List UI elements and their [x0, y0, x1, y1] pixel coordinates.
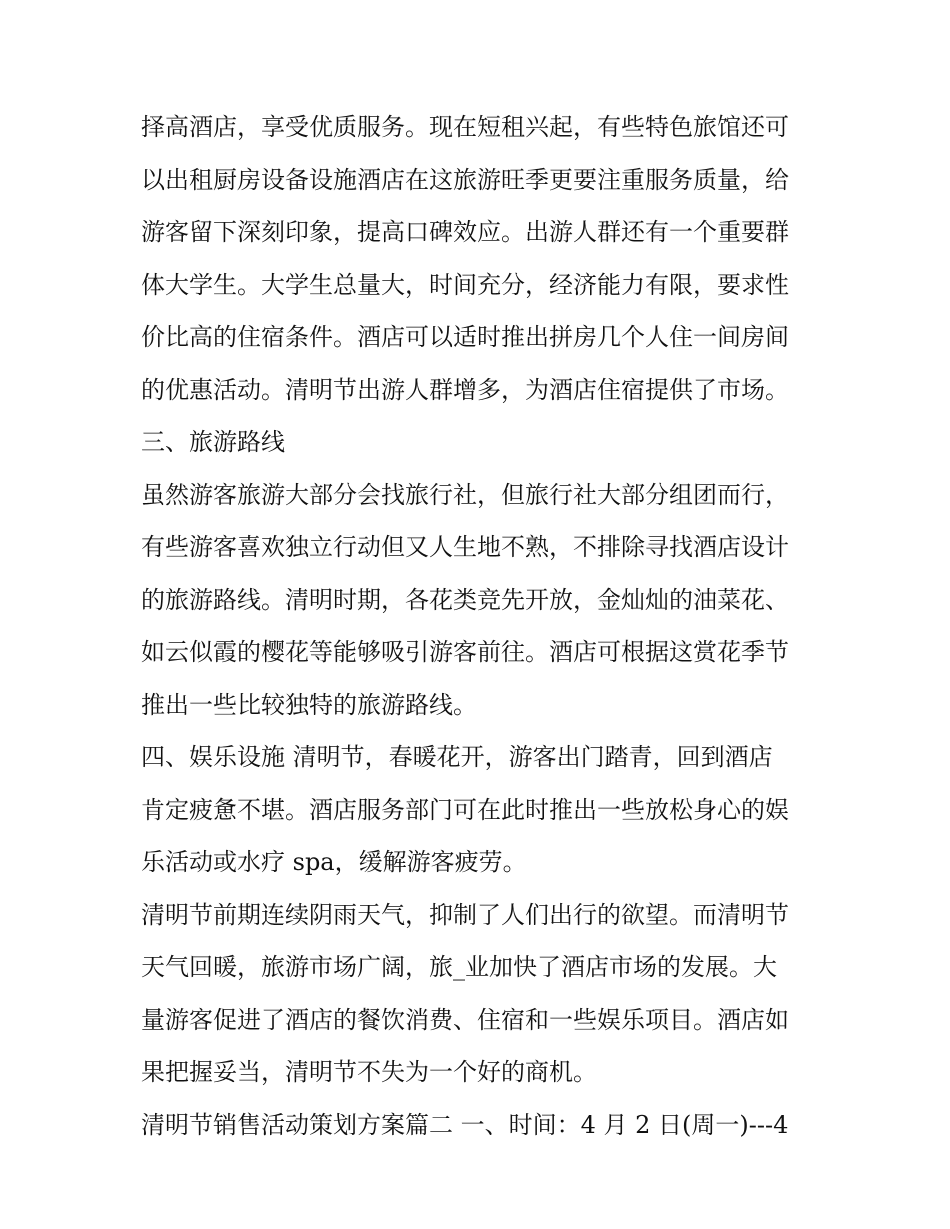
text-line: 价比高的住宿条件。酒店可以适时推出拼房几个人住一间房间	[141, 323, 789, 351]
text-line: 果把握妥当，清明节不失为一个好的商机。	[141, 1058, 597, 1086]
text-line: 天气回暖，旅游市场广阔，旅_业加快了酒店市场的发展。大	[141, 953, 777, 981]
section-heading: 四、娱乐设施 清明节，春暖花开，游客出门踏青，回到酒店	[141, 743, 773, 771]
text-line: 以出租厨房设备设施酒店在这旅游旺季更要注重服务质量，给	[141, 165, 789, 194]
text-line: 如云似霞的樱花等能够吸引游客前往。酒店可根据这赏花季节	[141, 638, 789, 666]
text-line: 乐活动或水疗 spa，缓解游客疲劳。	[141, 848, 527, 876]
text-line: 有些游客喜欢独立行动但又人生地不熟，不排除寻找酒店设计	[141, 533, 789, 561]
text-line: 的旅游路线。清明时期，各花类竞先开放，金灿灿的油菜花、	[141, 585, 789, 614]
text-line: 清明节销售活动策划方案篇二 一、时间：4 月 2 日(周一)---4	[141, 1110, 789, 1139]
text-line: 虽然游客旅游大部分会找旅行社，但旅行社大部分组团而行，	[141, 480, 789, 509]
text-line: 游客留下深刻印象，提高口碑效应。出游人群还有一个重要群	[141, 218, 789, 246]
text-line: 推出一些比较独特的旅游路线。	[141, 690, 477, 719]
text-line: 择高酒店，享受优质服务。现在短租兴起，有些特色旅馆还可	[141, 113, 789, 141]
text-line: 体大学生。大学生总量大，时间充分，经济能力有限，要求性	[141, 270, 789, 299]
text-line: 量游客促进了酒店的餐饮消费、住宿和一些娱乐项目。酒店如	[141, 1005, 789, 1034]
text-line: 清明节前期连续阴雨天气，抑制了人们出行的欲望。而清明节	[141, 900, 789, 929]
text-line: 的优惠活动。清明节出游人群增多，为酒店住宿提供了市场。	[141, 375, 789, 404]
document-body	[141, 101, 821, 1151]
section-heading: 三、旅游路线	[141, 428, 285, 456]
text-line: 肯定疲惫不堪。酒店服务部门可在此时推出一些放松身心的娱	[141, 795, 789, 824]
